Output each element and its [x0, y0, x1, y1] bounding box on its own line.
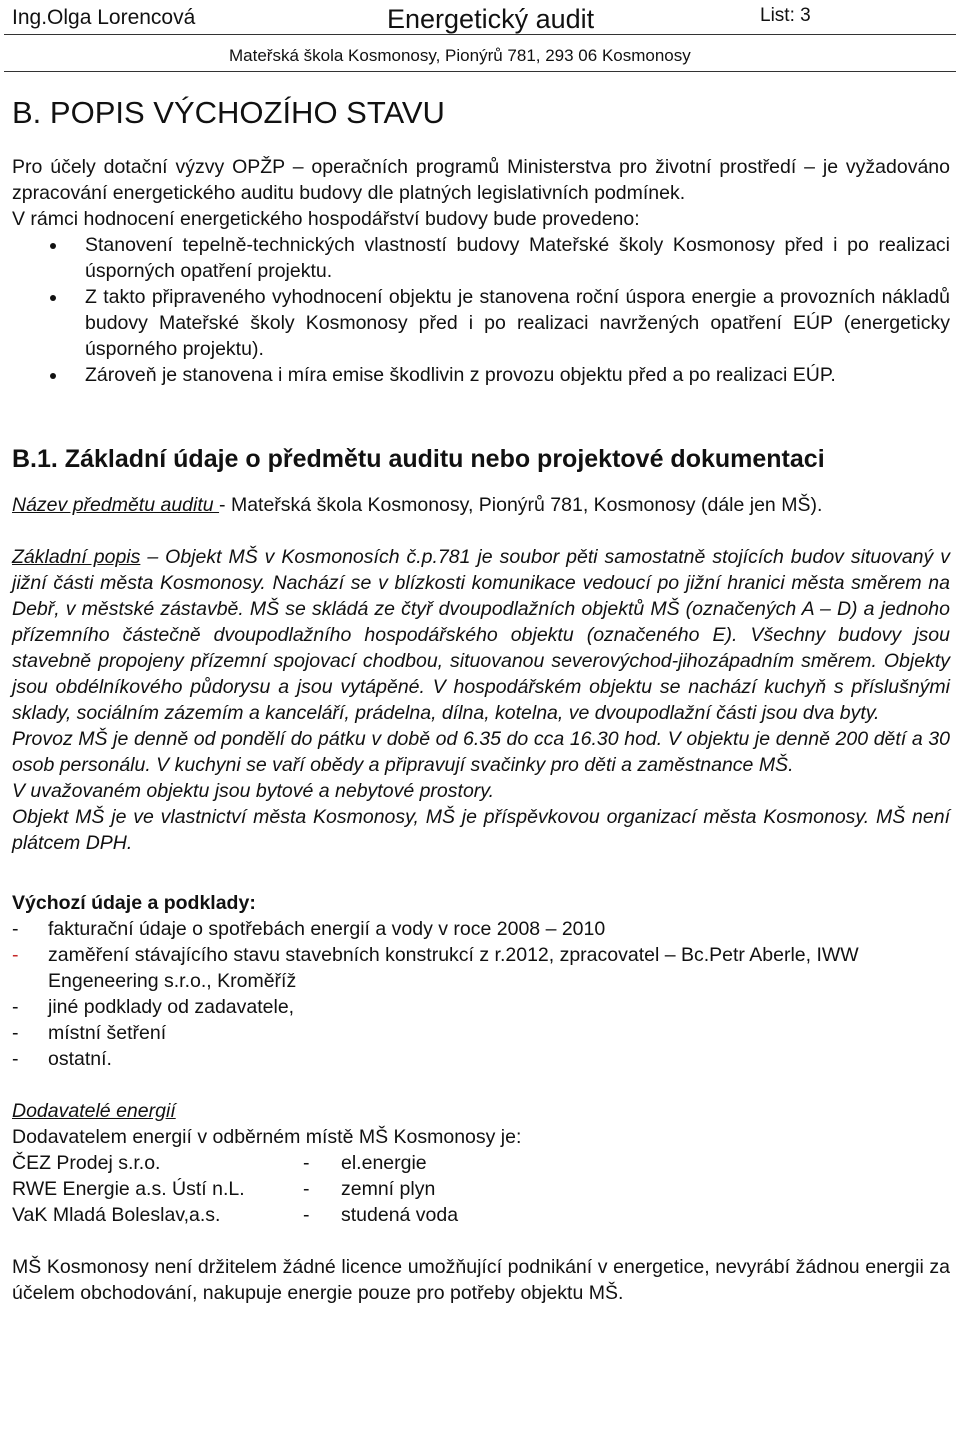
supplier-energy: zemní plyn [341, 1178, 436, 1200]
author-name: Ing.Olga Lorencová [12, 6, 196, 29]
list-item [12, 1046, 950, 1072]
list-item [12, 1020, 950, 1046]
bullet-icon [50, 243, 56, 249]
supplier-name: ČEZ Prodej s.r.o. [12, 1152, 161, 1174]
header-divider [4, 34, 956, 35]
ownership-paragraph: Objekt MŠ je ve vlastnictví města Kosmonosy, MŠ je příspěvkovou organizací města Kosmonosy. MŠ není plátcem DPH. [12, 806, 950, 854]
section-b1-title: B.1. Základní údaje o předmětu auditu nebo projektové dokumentaci [12, 445, 825, 473]
table-row [12, 1202, 458, 1228]
supplier-name: RWE Energie a.s. Ústí n.L. [12, 1178, 245, 1200]
list-item [12, 362, 950, 388]
list-item [12, 942, 950, 994]
supplier-dash: - [303, 1204, 310, 1226]
list-item [12, 994, 950, 1020]
suppliers-lead: Dodavatelem energií v odběrném místě MŠ Kosmonosy je: [12, 1126, 522, 1148]
sources-list [12, 916, 950, 1072]
header-address: Mateřská škola Kosmonosy, Pionýrů 781, 293 06 Kosmonosy [229, 46, 691, 65]
operation-paragraph: Provoz MŠ je denně od pondělí do pátku v době od 6.35 do cca 16.30 hod. V objektu je denně 200 dětí a 30 osob personálu. V kuchyni se vaří obědy a připravují svačinky pro děti a zaměstnance MŠ. [12, 728, 950, 776]
dash-marker: - [12, 918, 19, 940]
section-b-lead: V rámci hodnocení energetického hospodářství budovy bude provedeno: [12, 208, 640, 230]
table-row [12, 1150, 458, 1176]
list-item [12, 232, 950, 284]
basic-description-text: – Objekt MŠ v Kosmonosích č.p.781 je soubor pěti samostatně stojících budov situovaný v jižní části města Kosmonosy. Nachází se v blízkosti komunikace vedoucí po jižní hranici města směrem na Debř, v městské zástavbě. MŠ se skládá ze čtyř dvoupodlažních objektů MŠ (označených A – D) a jednoho přízemního částečně dvoupodlažního hospodářského objektu (označeného E). Všechny budovy jsou stavebně propojeny přízemní spojovací chodbou, situovanou severovýchod-jihozápadním směrem. Objekty jsou obdélníkového půdorysu a jsou vytápěné. V hospodářském objektu se nachází kuchyň s příslušnými sklady, sociálním zázemím a kanceláří, prádelna, dílna, kotelna, ve dvoupodlažní části jsou dva byty. [12, 546, 950, 724]
source-text: zaměření stávajícího stavu stavebních konstrukcí z r.2012, zpracovatel – Bc.Petr Aberle, IWW Engeneering s.r.o., Kroměříž [48, 944, 859, 992]
section-b-intro: Pro účely dotační výzvy OPŽP – operačních programů Ministerstva pro životní prostředí – je vyžadováno zpracování energetického auditu budovy dle platných legislativních podmínek. [12, 156, 950, 204]
supplier-dash: - [303, 1152, 310, 1174]
audit-subject-value: - Mateřská škola Kosmonosy, Pionýrů 781, Kosmonosy (dále jen MŠ). [219, 494, 823, 516]
dash-marker: - [12, 1048, 19, 1070]
dash-marker: - [12, 944, 19, 966]
page-header [12, 4, 948, 34]
bullet-icon [50, 295, 56, 301]
list-item [12, 916, 950, 942]
document-title: Energetický audit [387, 4, 595, 34]
supplier-energy: studená voda [341, 1204, 459, 1226]
page-number: List: 3 [760, 5, 811, 26]
dash-marker: - [12, 996, 19, 1018]
source-text: ostatní. [48, 1048, 112, 1070]
section-b-title: B. POPIS VÝCHOZÍHO STAVU [12, 95, 445, 130]
source-text: místní šetření [48, 1022, 167, 1044]
section-b-bullets [12, 232, 950, 388]
list-item [12, 284, 950, 362]
supplier-energy: el.energie [341, 1152, 427, 1174]
header-divider-2 [4, 71, 956, 72]
source-text: jiné podklady od zadavatele, [48, 996, 295, 1018]
bullet-text: Zároveň je stanovena i míra emise škodlivin z provozu objektu před a po realizaci EÚP. [85, 364, 836, 386]
bullet-text: Z takto připraveného vyhodnocení objektu je stanovena roční úspora energie a provozních nákladů budovy Mateřské školy Kosmonosy před i po realizaci navržených opatření EÚP (energeticky úsporného projektu). [85, 286, 950, 360]
table-row [12, 1176, 458, 1202]
basic-description [12, 544, 950, 726]
audit-subject-label: Název předmětu auditu [12, 494, 220, 516]
premises-paragraph: V uvažovaném objektu jsou bytové a nebytové prostory. [12, 780, 494, 802]
closing-paragraph: MŠ Kosmonosy není držitelem žádné licence umožňující podnikání v energetice, nevyrábí žádnou energii za účelem obchodování, nakupuje energie pouze pro potřeby objektu MŠ. [12, 1256, 950, 1304]
bullet-text: Stanovení tepelně-technických vlastností budovy Mateřské školy Kosmonosy před i po realizaci úsporných opatření projektu. [85, 234, 950, 282]
suppliers-title: Dodavatelé energií [12, 1100, 176, 1122]
suppliers-table [12, 1150, 458, 1228]
basic-description-label: Základní popis [12, 546, 141, 568]
dash-marker: - [12, 1022, 19, 1044]
sources-title: Výchozí údaje a podklady: [12, 892, 256, 914]
supplier-name: VaK Mladá Boleslav,a.s. [12, 1204, 221, 1226]
source-text: fakturační údaje o spotřebách energií a vody v roce 2008 – 2010 [48, 918, 606, 940]
bullet-icon [50, 373, 56, 379]
supplier-dash: - [303, 1178, 310, 1200]
audit-subject-line [12, 492, 950, 518]
document-body [12, 94, 950, 1306]
